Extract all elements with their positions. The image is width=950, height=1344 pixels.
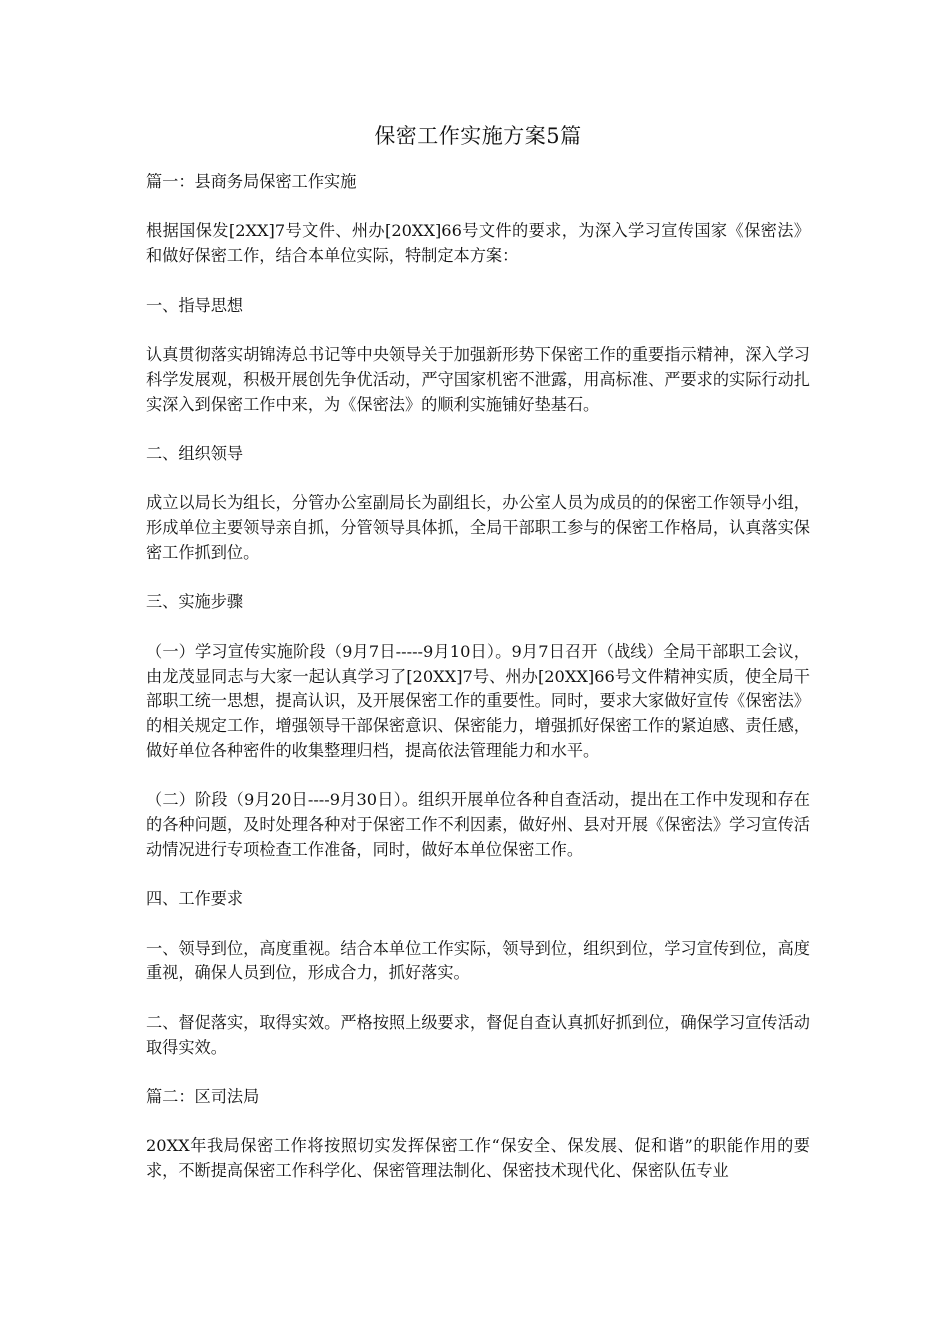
paragraph-guiding-ideology: 认真贯彻落实胡锦涛总书记等中央领导关于加强新形势下保密工作的重要指示精神，深入学习科学发展观，积极开展创先争优活动，严守国家机密不泄露，用高标准、严要求的实际行动扎实深入到保密工作中来，为《保密法》的顺利实施铺好垫基石。 bbox=[146, 344, 810, 414]
heading-guiding-ideology: 一、指导思想 bbox=[146, 295, 244, 315]
heading-organization: 二、组织领导 bbox=[146, 443, 244, 463]
paragraph-step-one: （一）学习宣传实施阶段（9月7日-----9月10日）。9月7日召开（战线）全局干部职工会议，由龙茂显同志与大家一起认真学习了[20XX]7号、州办[20XX]66号文件精神实质，使全局干部职工统一思想，提高认识，及开展保密工作的重要性。同时，要求大家做好宣传《保密法》的相关规定工作，增强领导干部保密意识、保密能力，增强抓好保密工作的紧迫感、责任感，做好单位各种密件的收集整理归档，提高依法管理能力和水平。 bbox=[146, 641, 810, 760]
document-body bbox=[146, 120, 810, 1184]
heading-implementation-steps: 三、实施步骤 bbox=[146, 592, 244, 612]
paragraph-requirement-two: 二、督促落实，取得实效。严格按照上级要求，督促自查认真抓好抓到位，确保学习宣传活动取得实效。 bbox=[146, 1012, 810, 1057]
paragraph-intro: 根据国保发[2XX]7号文件、州办[20XX]66号文件的要求，为深入学习宣传国家《保密法》和做好保密工作，结合本单位实际，特制定本方案： bbox=[146, 221, 810, 266]
document-title: 保密工作实施方案5篇 bbox=[374, 124, 582, 148]
paragraph-part-two-intro: 20XX年我局保密工作将按照切实发挥保密工作“保安全、保发展、促和谐”的职能作用的要求，不断提高保密工作科学化、保密管理法制化、保密技术现代化、保密队伍专业 bbox=[146, 1136, 810, 1181]
section-heading-part-two: 篇二：区司法局 bbox=[146, 1087, 260, 1107]
heading-work-requirements: 四、工作要求 bbox=[146, 889, 244, 909]
paragraph-organization: 成立以局长为组长，分管办公室副局长为副组长，办公室人员为成员的的保密工作领导小组，形成单位主要领导亲自抓，分管领导具体抓，全局干部职工参与的保密工作格局，认真落实保密工作抓到位。 bbox=[146, 493, 810, 562]
paragraph-step-two: （二）阶段（9月20日----9月30日）。组织开展单位各种自查活动，提出在工作中发现和存在的各种问题，及时处理各种对于保密工作不利因素，做好州、县对开展《保密法》学习宣传活动情况进行专项检查工作准备，同时，做好本单位保密工作。 bbox=[146, 790, 810, 859]
paragraph-requirement-one: 一、领导到位，高度重视。结合本单位工作实际，领导到位，组织到位，学习宣传到位，高度重视，确保人员到位，形成合力，抓好落实。 bbox=[146, 938, 810, 983]
section-heading-part-one: 篇一：县商务局保密工作实施 bbox=[146, 172, 357, 191]
